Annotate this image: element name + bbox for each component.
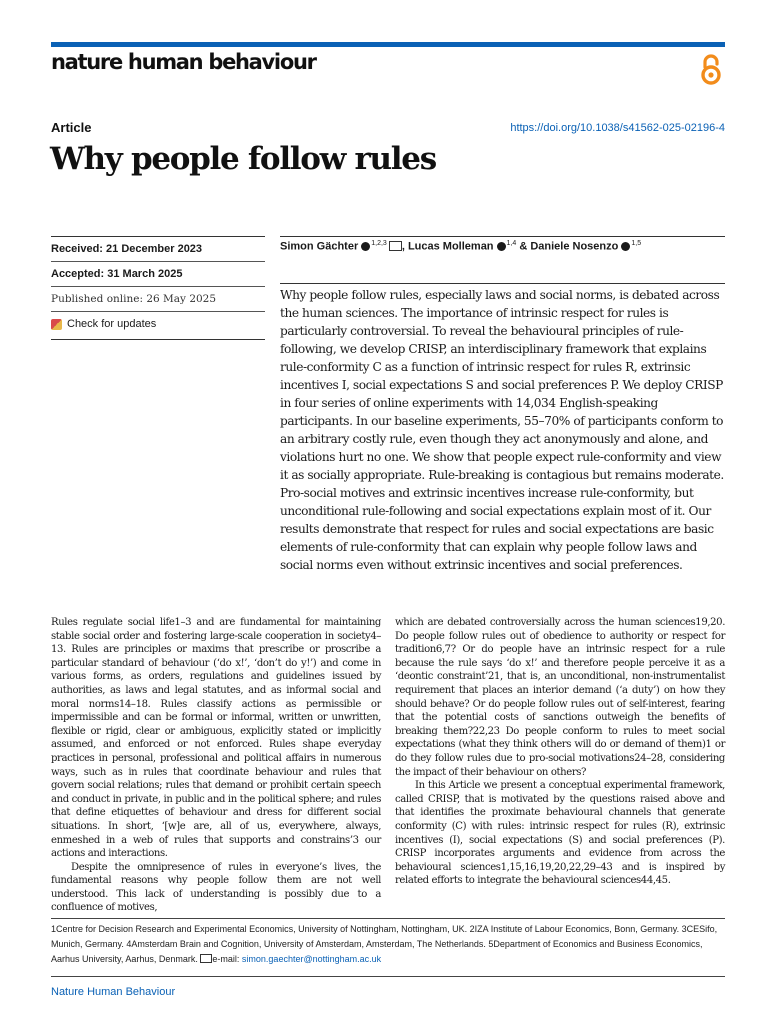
divider-footer [51,976,725,977]
author-separator: & [516,240,531,253]
corresponding-email-link[interactable]: simon.gaechter@nottingham.ac.uk [241,954,382,964]
open-access-icon [697,54,725,86]
doi-link[interactable]: https://doi.org/10.1038/s41562-025-02196-4 [510,122,725,134]
received-date: Received: 21 December 2023 [51,237,265,262]
check-updates-button[interactable] [51,312,265,336]
body-column-left [51,616,381,915]
affiliations [51,922,725,967]
accepted-date: Accepted: 31 March 2025 [51,262,265,287]
check-updates-icon [51,319,62,330]
divider-footnotes [51,918,725,919]
orcid-icon[interactable] [621,242,630,251]
author-name[interactable]: Simon Gächter [280,240,359,253]
author-separator: , [401,240,408,253]
email-icon[interactable] [389,241,402,251]
author-name[interactable]: Lucas Molleman [407,240,494,253]
publication-dates [51,237,265,336]
body-paragraph: In this Article we present a conceptual experimental framework, called CRISP, that is motivated by the questions raised above and that identifies the proximate behavioural channels that generate conformity (C) with rules: intrinsic respect for rules (R), extrinsic incentives (I), social expectations (S) and social preferences (P). CRISP incorporates arguments and evidence from across the behavioural sciences1,15,16,19,20,22,29–43 and is inspired by related efforts to integrate the behavioural sciences44,45. [395,780,725,887]
divider-authors-bottom [280,283,725,284]
body-paragraph: which are debated controversially across the human sciences19,20. Do people follow rules out of obedience to authority or respect for tradition6,7? Or do people have an intrinsic respect for a rule because the rule says ‘do x!’ and therefore people perceive it as a ‘deontic constraint’21, that is, an unconditional, non-instrumentalist requirement that places an interior demand (‘a duty’) on how they should behave? Or do people follow rules out of self-interest, fearing that the potential costs of sanctions outweigh the benefits of breaking them?22,23 Do people conform to rules to meet social expectations (what they think others will do or demand of them)1 or do they follow rules due to pro-social motivations24–28, considering the impact of their behaviour on others? [395,617,725,778]
body-paragraph: Despite the omnipresence of rules in everyone’s lives, the fundamental reasons why people follow them are not well understood. This lack of understanding is possibly due to a confluence of motives, [51,861,381,914]
abstract: Why people follow rules, especially laws and social norms, is debated across the human sciences. The importance of intrinsic respect for rules is particularly controversial. To reveal the behavioural principles of rule-following, we develop CRISP, an interdisciplinary framework that explains rule-conformity C as a function of intrinsic respect for rules R, extrinsic incentives I, social expectations S and social preferences P. We deploy CRISP in four series of online experiments with 14,034 English-speaking participants. In our baseline experiments, 55–70% of participants conform to an arbitrary costly rule, even though they act anonymously and alone, and violations hurt no one. We show that people expect rule-conformity and view it as socially appropriate. Rule-breaking is contagious but remains moderate. Pro-social motives and extrinsic incentives increase rule-conformity, but unconditional rule-following and social expectations explain most of it. Our results demonstrate that respect for rules and social expectations are basic elements of rule-conformity that can explain why people follow laws and social norms even without extrinsic incentives and social preferences. [280,288,724,572]
author-name[interactable]: Daniele Nosenzo [530,240,619,253]
email-icon [200,954,212,963]
author-affiliation: 1,5 [631,240,642,247]
orcid-icon[interactable] [361,242,370,251]
orcid-icon[interactable] [497,242,506,251]
author-list [280,240,725,253]
footer-journal-name: Nature Human Behaviour [51,986,176,998]
header-accent-bar [51,42,725,47]
check-updates-label: Check for updates [67,318,157,330]
affiliations-text: 1Centre for Decision Research and Experimental Economics, University of Nottingham, Nottingham, UK. 2IZA Institute of Labour Economics, Bonn, Germany. 3CESifo, Munich, Germany. 4Amsterdam Brain and Cognition, University of Amsterdam, Amsterdam, The Netherlands. 5Department of Economics and Business Economics, Aarhus University, Aarhus, Denmark. [51,924,718,964]
body-paragraph: Rules regulate social life1–3 and are fundamental for maintaining stable social order and fostering large-scale cooperation in society4–13. Rules are principles or maxims that prescribe or proscribe a particular standard of behaviour (‘do x!’, ‘don’t do y!’) and come in various forms, as orders, regulations and guidelines issued by authorities, as laws and legal statutes, and as informal social and moral norms14–18. Rules classify actions as permissible or impermissible and can be formal or informal, written or unwritten, flexible or rigid, clear or ambiguous, explicitly stated or implicitly assumed, and enforced or not enforced. Rules shape everyday practices in personal, professional and political affairs in numerous ways, such as in rules that coordinate behaviour and rules that govern social relations; rules that demand or prohibit certain speech and conduct in private, in public and in the political sphere; and rules that define etiquettes of behaviour and dress for different social situations. In short, ‘[w]e are, all of us, everywhere, always, enmeshed in a web of rules that supports and constrains’3 our actions and interactions. [51,617,381,860]
journal-name: nature human behaviour [51,50,316,74]
article-type: Article [51,120,92,135]
divider-right [280,236,725,237]
author-affiliation: 1,4 [506,240,517,247]
author-affiliation: 1,2,3 [371,240,387,247]
email-label: e-mail: [212,954,242,964]
article-title: Why people follow rules [50,141,436,177]
body-column-right [395,616,725,888]
published-date: Published online: 26 May 2025 [51,287,265,312]
divider-dates-bottom [51,339,265,340]
